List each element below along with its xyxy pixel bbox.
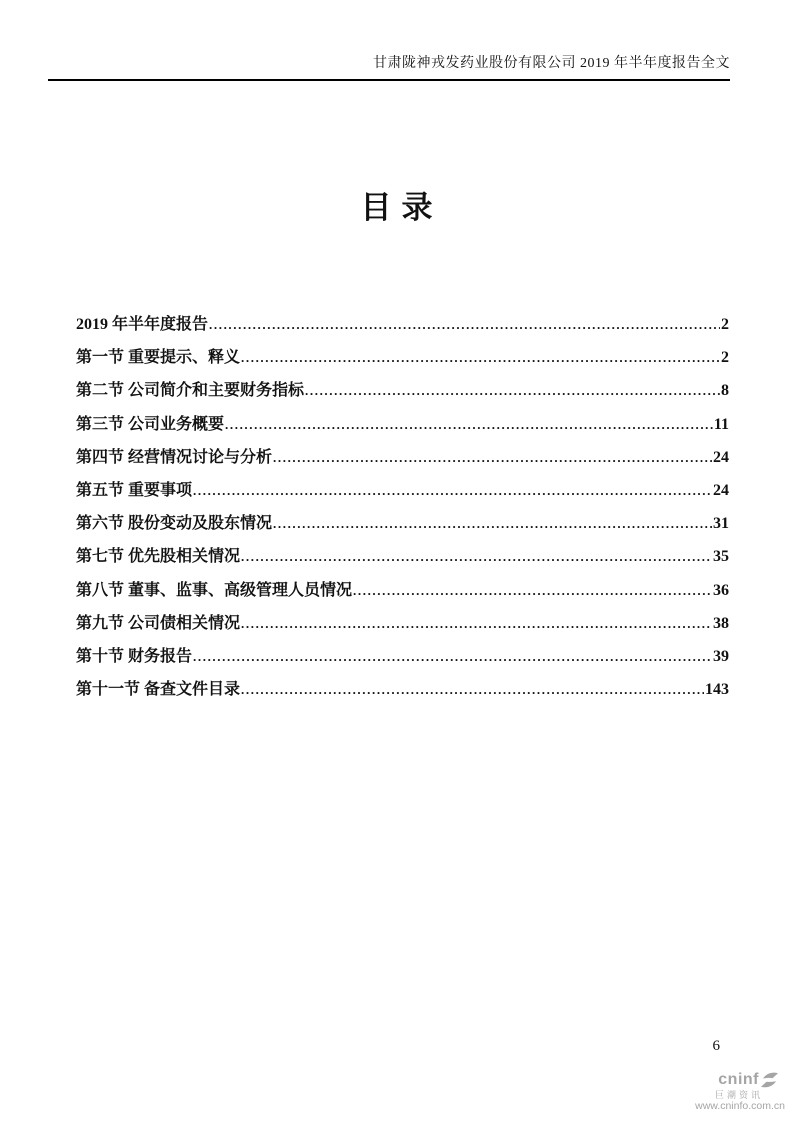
toc-dot-leader (241, 350, 720, 366)
toc-dot-leader (193, 649, 712, 665)
toc-entry (76, 311, 729, 344)
toc-dot-leader (241, 682, 704, 698)
footer-page-number: 6 (712, 1038, 720, 1054)
toc-dot-leader (193, 483, 712, 499)
report-header-title: 甘肃陇神戎发药业股份有限公司 2019 年半年度报告全文 (373, 56, 730, 71)
toc-dot-leader (241, 549, 712, 565)
toc-entry-page: 143 (705, 681, 729, 699)
toc-dot-leader (273, 516, 712, 532)
toc-entry (76, 477, 729, 510)
toc-entry-label: 第六节 股份变动及股东情况 (76, 515, 273, 533)
page-title: 目录 (360, 190, 443, 225)
toc-entry (76, 411, 729, 444)
toc-entry-label: 第八节 董事、监事、高级管理人员情况 (76, 581, 353, 599)
toc-entry-page: 8 (721, 382, 729, 400)
toc-entry-label: 第四节 经营情况讨论与分析 (76, 448, 273, 466)
toc-entry-page: 2 (721, 349, 729, 367)
toc-dot-leader (225, 417, 713, 433)
toc-entry (76, 510, 729, 543)
toc-entry-label: 第十一节 备查文件目录 (76, 681, 241, 699)
toc-dot-leader (305, 383, 720, 399)
cninfo-swoosh-icon (760, 1072, 779, 1088)
table-of-contents (76, 311, 729, 709)
cninfo-logo (695, 1071, 785, 1112)
toc-entry (76, 610, 729, 643)
toc-entry-label: 2019 年半年度报告 (76, 316, 209, 333)
toc-entry-page: 36 (713, 581, 729, 599)
cninfo-logo-text: cninf (718, 1071, 759, 1089)
toc-entry-label: 第三节 公司业务概要 (76, 415, 225, 433)
toc-entry (76, 577, 729, 610)
toc-entry-page: 38 (713, 614, 729, 632)
toc-entry-label: 第五节 重要事项 (76, 481, 193, 499)
toc-entry-label: 第一节 重要提示、释义 (76, 349, 241, 367)
toc-entry (76, 377, 729, 410)
toc-dot-leader (209, 317, 720, 333)
toc-entry (76, 676, 729, 709)
page-header (48, 52, 730, 81)
toc-entry (76, 643, 729, 676)
toc-entry-page: 24 (713, 448, 729, 466)
toc-entry-label: 第七节 优先股相关情况 (76, 548, 241, 566)
cninfo-logo-chinese: 巨潮资讯 (714, 1089, 763, 1100)
toc-entry-page: 11 (713, 415, 729, 433)
toc-dot-leader (241, 616, 712, 632)
toc-entry-label: 第九节 公司债相关情况 (76, 614, 241, 632)
toc-dot-leader (273, 450, 712, 466)
toc-entry-page: 35 (713, 548, 729, 566)
toc-dot-leader (353, 583, 712, 599)
toc-entry-page: 39 (713, 647, 729, 665)
toc-entry (76, 444, 729, 477)
toc-entry-page: 31 (713, 515, 729, 533)
toc-entry (76, 543, 729, 576)
toc-entry-page: 24 (713, 481, 729, 499)
cninfo-logo-url: www.cninfo.com.cn (695, 1099, 785, 1112)
toc-entry-page: 2 (721, 316, 729, 333)
toc-entry-label: 第十节 财务报告 (76, 647, 193, 665)
toc-entry (76, 344, 729, 377)
toc-entry-label: 第二节 公司简介和主要财务指标 (76, 382, 305, 400)
